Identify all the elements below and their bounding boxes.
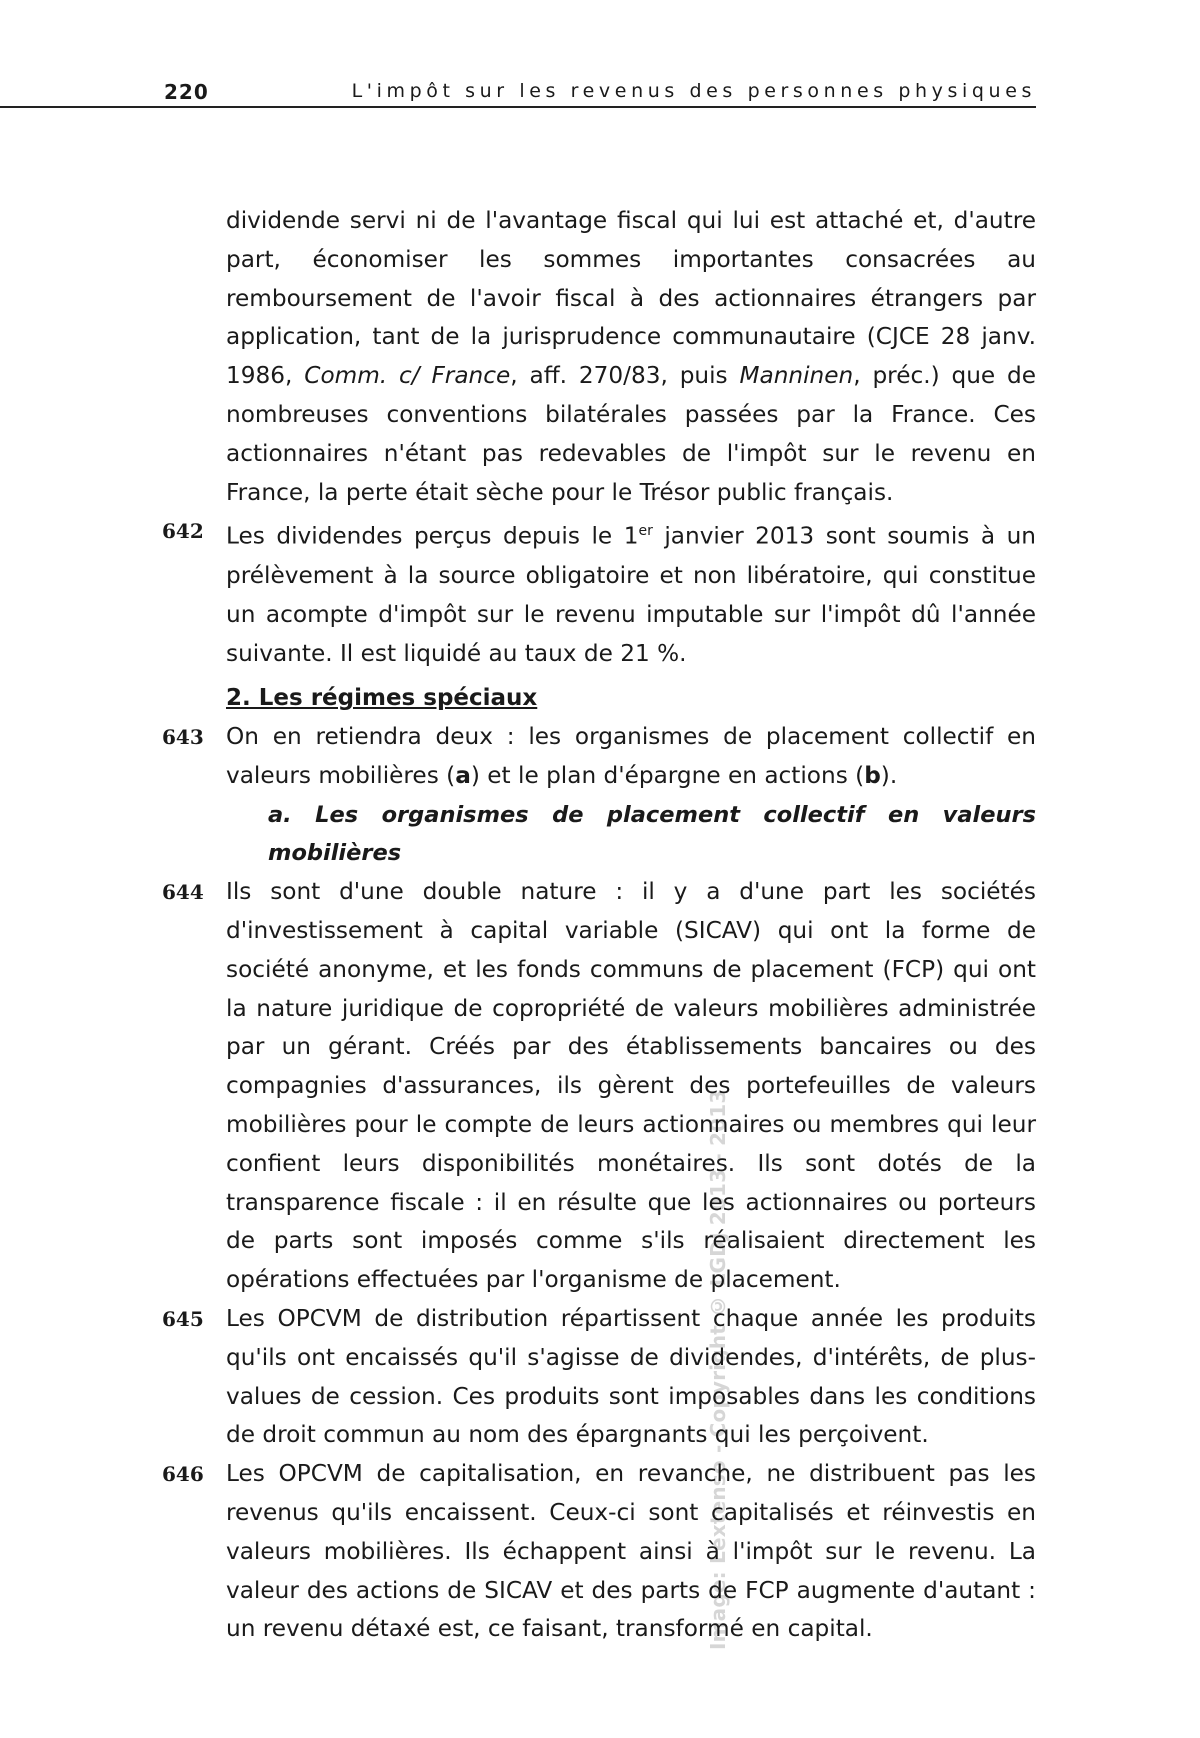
paragraph-643: [162, 718, 1036, 796]
bold-letter: b: [864, 761, 881, 789]
text-run: Les dividendes perçus depuis le 1: [226, 523, 639, 551]
paragraph-number: 642: [162, 519, 204, 544]
running-head: L'impôt sur les revenus des personnes physiques: [351, 80, 1036, 102]
page-number: 220: [164, 80, 209, 104]
text-run: janvier 2013 sont soumis à un prélèvement à la source obligatoire et non libératoire, qui constitue un acompte d'impôt sur le revenu imputable sur l'impôt dû l'année suivante. Il est liquidé au taux de 21 %.: [226, 523, 1036, 667]
paragraph-645: [162, 1300, 1036, 1455]
text-run: , préc.) que de nombreuses conventions bilatérales passées par la France. Ces actionnaires n'étant pas redevables de l'impôt sur le revenu en France, la perte était sèche pour le Trésor public français.: [226, 362, 1037, 506]
text-run: Ils sont d'une double nature : il y a d'une part les sociétés d'investissement à capital variable (SICAV) qui ont la forme de société anonyme, et les fonds communs de placement (FCP) qui ont la nature juridique de copropriété de valeurs mobilières administrée par un gérant. Créés par des établissements bancaires ou des compagnies d'assurances, ils gèrent des portefeuilles de valeurs mobilières pour le compte de leurs actionnaires ou membres qui leur confient leurs disponibilités monétaires. Ils sont dotés de la transparence fiscale : il en résulte que les actionnaires ou porteurs de parts sont imposés comme s'ils réalisaient directement les opérations effectuées par l'organisme de placement.: [226, 878, 1036, 1294]
case-citation: Comm. c/ France: [304, 362, 511, 390]
text-run: , aff. 270/83, puis: [510, 362, 728, 390]
superscript: er: [638, 523, 653, 540]
paragraph-642: [162, 512, 1036, 673]
header-rule: [0, 106, 1036, 108]
paragraph-644: [162, 873, 1036, 1300]
case-citation: Manninen: [739, 362, 854, 390]
text-run: dividende servi ni de l'avantage fiscal qui lui est attaché et, d'autre part, économiser les sommes importantes consacrées au remboursement de l'avoir fiscal à des actionnaires étrangers par application, tant de la jurisprudence communautaire (CJCE 28 janv. 1986,: [226, 207, 1036, 390]
text-run: ).: [880, 761, 898, 789]
paragraph-number: 644: [162, 880, 204, 905]
paragraph-number: 646: [162, 1462, 204, 1487]
page-body: [162, 202, 1037, 1649]
paragraph-continued: [226, 202, 1036, 512]
text-run: Les OPCVM de distribution répartissent chaque année les produits qu'ils ont encaissés qu'il s'agisse de dividendes, d'intérêts, de plus-values de cession. Ces produits sont imposables dans les conditions de droit commun au nom des épargnants qui les perçoivent.: [226, 1305, 1036, 1449]
page-header: [0, 78, 1036, 108]
paragraph-number: 643: [162, 725, 204, 750]
subsection-heading: a. Les organismes de placement collectif en valeurs mobilières: [268, 801, 1036, 867]
section-heading: 2. Les régimes spéciaux: [226, 685, 538, 712]
watermark: Image: Lextenso - Copyright © LGDJ 2013 - 2013: [706, 1089, 730, 1650]
paragraph-646: [162, 1455, 1036, 1649]
bold-letter: a: [455, 761, 471, 789]
text-run: Les OPCVM de capitalisation, en revanche, ne distribuent pas les revenus qu'ils encaissent. Ceux-ci sont capitalisés et réinvestis en valeurs mobilières. Ils échappent ainsi à l'impôt sur le revenu. La valeur des actions de SICAV et des parts de FCP augmente d'autant : un revenu détaxé est, ce faisant, transformé en capital.: [226, 1460, 1036, 1643]
text-run: On en retiendra deux : les organismes de placement collectif en valeurs mobilières (: [226, 723, 1036, 789]
text-run: ) et le plan d'épargne en actions (: [470, 761, 865, 789]
paragraph-number: 645: [162, 1307, 204, 1332]
